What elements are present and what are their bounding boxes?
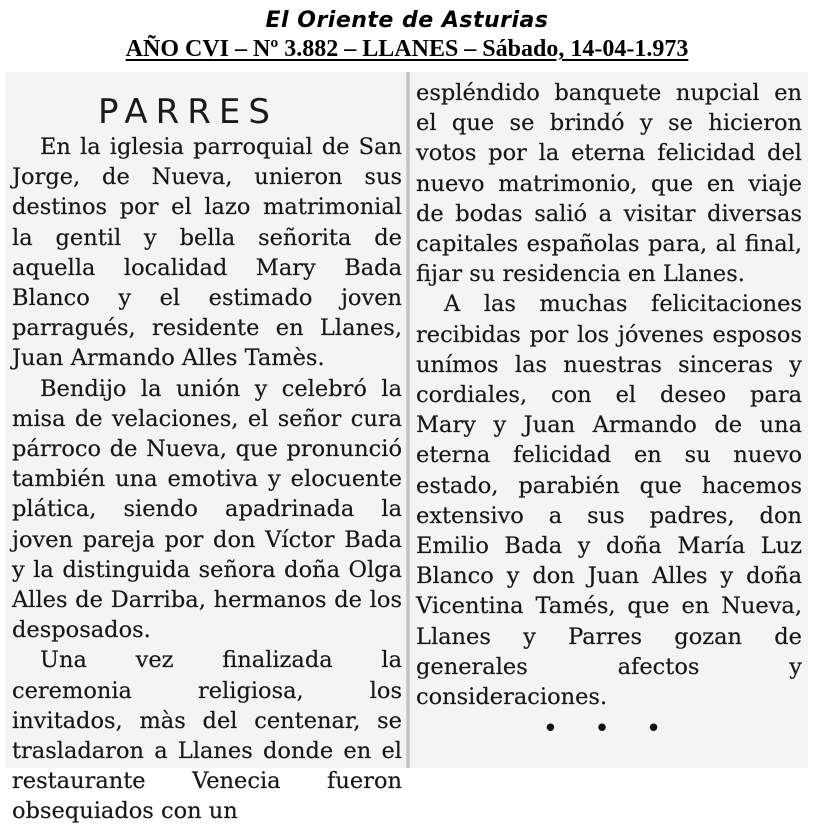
left-column-text — [6, 132, 408, 827]
article-headline: PARRES — [98, 92, 278, 132]
right-column-text — [410, 78, 808, 712]
paragraph: espléndido banquete nupcial en el que se brindó y se hicieron votos por la eterna felicidad del nuevo matrimonio, que en viaje de bodas salió a visitar diversas capitales españolas para, al final, fijar su residencia en Llanes. — [416, 80, 802, 288]
article-column-right — [410, 72, 808, 768]
paragraph: A las muchas felicitaciones recibidas por los jóvenes esposos unímos las nuestras sinceras y cordiales, con el deseo para Mary y Juan Armando de una eterna felicidad en su nuevo estado, parabién que hacemos extensivo a sus padres, don Emilio Bada y doña María Luz Blanco y don Juan Alles y doña Vicentina Tamés, que en Nueva, Llanes y Parres gozan de generales afectos y consideraciones. — [416, 291, 802, 711]
article-column-left — [6, 72, 408, 825]
paragraph: En la iglesia parroquial de San Jorge, de Nueva, unieron sus destinos por el lazo matrimonial la gentil y bella señorita de aquella localidad Mary Bada Blanco y el estimado joven parragués, residente en Llanes, Juan Armando Alles Tamès. — [12, 134, 402, 372]
newspaper-masthead: El Oriente de Asturias — [265, 8, 549, 33]
paragraph: Una vez finalizada la ceremonia religiosa, los invitados, màs del centenar, se trasladaron a Llanes donde en el restaurante Venecia fueron obsequiados con un — [12, 647, 402, 825]
issue-dateline: AÑO CVI – Nº 3.882 – LLANES – Sábado, 14-04-1.973 — [125, 36, 689, 62]
paragraph: Bendijo la unión y celebró la misa de velaciones, el señor cura párroco de Nueva, que pronunció también una emotiva y elocuente plática, siendo apadrinada la joven pareja por don Víctor Bada y la distinguida señora doña Olga Alles de Darriba, hermanos de los desposados. — [12, 375, 402, 644]
end-of-article-mark: • • • — [542, 714, 676, 745]
